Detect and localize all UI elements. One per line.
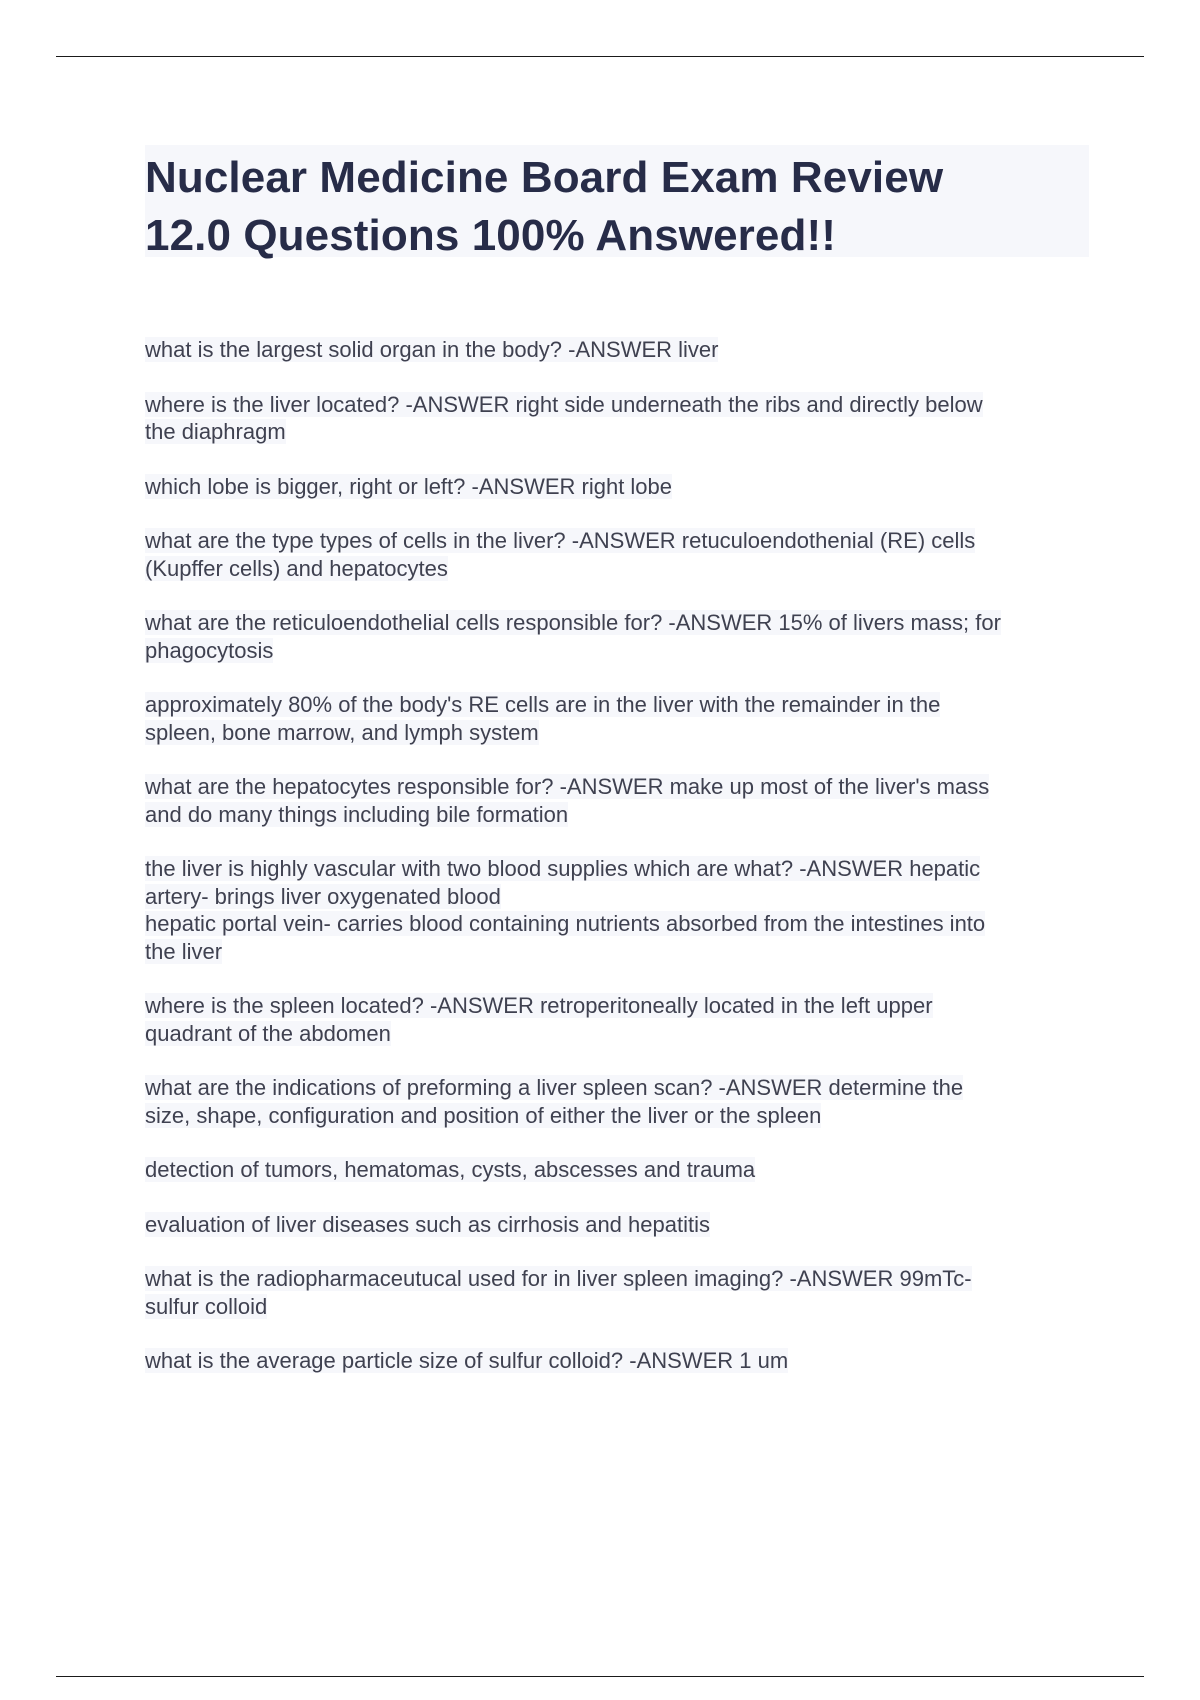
qa-line: [145, 473, 1095, 501]
qa-line: [145, 719, 1095, 747]
qa-item: [145, 992, 1095, 1047]
qa-line-text: quadrant of the abdomen: [145, 1020, 391, 1046]
qa-line: [145, 1074, 1095, 1102]
qa-line-text: where is the liver located? -ANSWER right side underneath the ribs and directly below: [145, 391, 983, 417]
qa-item: [145, 691, 1095, 746]
qa-item: [145, 527, 1095, 582]
qa-line: [145, 609, 1095, 637]
qa-line: [145, 938, 1095, 966]
qa-line-text: the liver is highly vascular with two blood supplies which are what? -ANSWER hepatic: [145, 856, 981, 881]
qa-line: [145, 1293, 1095, 1321]
qa-line-text: what is the radiopharmaceutucal used for in liver spleen imaging? -ANSWER 99mTc-: [145, 1266, 972, 1291]
qa-line: [145, 910, 1095, 938]
qa-line: [145, 1211, 1095, 1239]
qa-line-text: what is the average particle size of sulfur colloid? -ANSWER 1 um: [145, 1348, 789, 1373]
qa-item: [145, 773, 1095, 828]
qa-line-text: size, shape, configuration and position of either the liver or the spleen: [145, 1102, 822, 1128]
qa-list: [145, 336, 1095, 1402]
bottom-divider: [56, 1676, 1144, 1677]
document-title: [145, 145, 1089, 265]
qa-line: [145, 527, 1095, 555]
qa-line: [145, 637, 1095, 665]
qa-item: [145, 473, 1095, 501]
qa-line: [145, 391, 1095, 419]
qa-line-text: (Kupffer cells) and hepatocytes: [145, 555, 448, 581]
qa-item: [145, 391, 1095, 446]
qa-line: [145, 1265, 1095, 1293]
qa-line-text: hepatic portal vein- carries blood containing nutrients absorbed from the intestines into: [145, 911, 986, 936]
qa-line: [145, 555, 1095, 583]
qa-line-text: where is the spleen located? -ANSWER retroperitoneally located in the left upper: [145, 993, 933, 1018]
qa-line: [145, 855, 1095, 883]
qa-line-text: the diaphragm: [145, 419, 286, 444]
qa-line: [145, 801, 1095, 829]
title-block: [145, 145, 1089, 260]
qa-line: [145, 336, 1095, 364]
qa-line: [145, 1156, 1095, 1184]
qa-line-text: sulfur colloid: [145, 1293, 268, 1319]
qa-line: [145, 883, 1095, 911]
qa-line-text: phagocytosis: [145, 637, 274, 663]
qa-line-text: what is the largest solid organ in the body? -ANSWER liver: [145, 337, 719, 362]
qa-item: [145, 1156, 1095, 1184]
qa-item: [145, 609, 1095, 664]
qa-line: [145, 992, 1095, 1020]
qa-line: [145, 1020, 1095, 1048]
qa-line-text: what are the type types of cells in the liver? -ANSWER retuculoendothenial (RE) cells: [145, 528, 976, 553]
top-divider: [56, 56, 1144, 57]
qa-line: [145, 1347, 1095, 1375]
qa-line-text: which lobe is bigger, right or left? -ANSWER right lobe: [145, 473, 673, 499]
qa-line-text: artery- brings liver oxygenated blood: [145, 883, 501, 909]
qa-line-text: what are the indications of preforming a liver spleen scan? -ANSWER determine the: [145, 1075, 964, 1100]
qa-item: [145, 855, 1095, 965]
qa-item: [145, 1211, 1095, 1239]
qa-line-text: spleen, bone marrow, and lymph system: [145, 719, 539, 745]
qa-item: [145, 1347, 1095, 1375]
qa-item: [145, 336, 1095, 364]
qa-line: [145, 773, 1095, 801]
qa-item: [145, 1265, 1095, 1320]
qa-line-text: evaluation of liver diseases such as cirrhosis and hepatitis: [145, 1211, 710, 1237]
qa-line: [145, 691, 1095, 719]
qa-line-text: the liver: [145, 938, 223, 964]
title-line-2: 12.0 Questions 100% Answered!!: [145, 211, 836, 260]
qa-item: [145, 1074, 1095, 1129]
title-line-1: Nuclear Medicine Board Exam Review: [145, 153, 944, 202]
qa-line-text: detection of tumors, hematomas, cysts, abscesses and trauma: [145, 1157, 756, 1182]
qa-line-text: approximately 80% of the body's RE cells are in the liver with the remainder in the: [145, 692, 941, 717]
qa-line: [145, 418, 1095, 446]
qa-line-text: what are the hepatocytes responsible for? -ANSWER make up most of the liver's mass: [145, 774, 990, 799]
qa-line-text: and do many things including bile formation: [145, 801, 569, 827]
qa-line-text: what are the reticuloendothelial cells responsible for? -ANSWER 15% of livers mass; for: [145, 610, 1001, 635]
qa-line: [145, 1102, 1095, 1130]
